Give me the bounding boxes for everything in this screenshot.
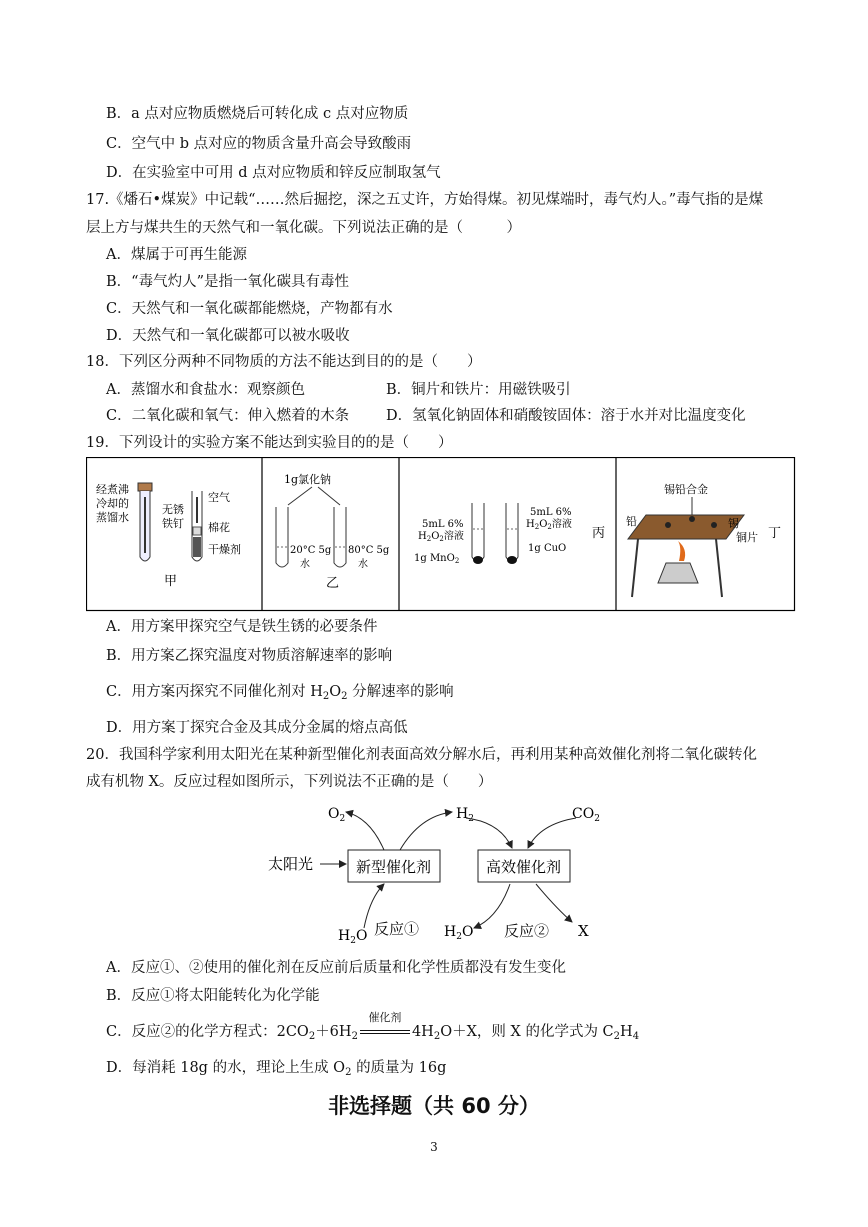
q17-stem-line2: 层上方与煤共生的天然气和一氧化碳。下列说法正确的是（ ） [86,220,521,236]
sunlight-label: 太阳光 [268,855,314,873]
jia-water-label-2: 冷却的 [96,497,129,510]
tin-dot [711,522,717,528]
q20-option-b: B．反应①将太阳能转化为化学能 [106,988,320,1004]
q19-option-a: A．用方案甲探究空气是铁生锈的必要条件 [106,619,378,635]
efficient-catalyst-label: 高效催化剂 [486,858,562,876]
reaction-2-label: 反应② [504,922,550,940]
copper-sheet [628,515,744,539]
q17-option-d: D．天然气和一氧化碳都可以被水吸收 [106,328,350,344]
ding-alloy-label: 锡铅合金 [664,483,708,496]
ding-lead-label: 铅 [626,515,637,528]
jia-nail-label-1: 无锈 [162,503,184,516]
jia-water-label-3: 蒸馏水 [96,511,129,524]
yi-nacl-label: 1g氯化钠 [284,473,332,486]
flame [678,541,685,561]
bing-left-line2: $H_2O_2$溶液 [418,531,464,543]
q18-option-d: D．氢氧化钠固体和硝酸铵固体：溶于水并对比温度变化 [386,408,746,424]
bing-left-line1: 5mL 6% [422,519,464,530]
jia-water-label-1: 经煮沸 [96,483,129,496]
yi-label: 乙 [326,576,340,591]
x-label: X [578,922,589,940]
reaction-1-label: 反应① [374,920,420,938]
jia-air-label: 空气 [208,491,230,504]
mno2-powder [473,556,483,564]
q16-option-d: D．在实验室中可用 d 点对应物质和锌反应制取氢气 [106,165,441,181]
jia-label: 甲 [164,574,178,589]
q20-option-a: A．反应①、②使用的催化剂在反应前后质量和化学性质都没有发生变化 [106,960,566,976]
jia-nail-label-2: 铁钉 [162,517,184,530]
x-output-arrow [536,884,572,922]
q20-option-d: D．每消耗 18g 的水，理论上生成 $O_2$ 的质量为 16g [106,1060,447,1078]
lead-dot [665,522,671,528]
bing-test-tube-right [506,503,518,562]
bing-test-tube-left [472,503,484,562]
jia-desiccant-label: 干燥剂 [208,543,241,556]
co2-input-arrow [528,818,576,848]
new-catalyst-label: 新型催化剂 [356,858,432,876]
q19-option-d: D．用方案丁探究合金及其成分金属的熔点高低 [106,720,408,736]
ding-label: 丁 [768,526,782,541]
yi-left-condition: 20°C 5g [290,545,332,556]
q20-stem-line1: 20．我国科学家利用太阳光在某种新型催化剂表面高效分解水后，再利用某种高效催化剂将二氧化碳转化 [86,747,757,763]
yi-right-water: 水 [358,559,368,570]
q18-option-a: A．蒸馏水和食盐水：观察颜色 [106,382,305,398]
h2o-left-label: $H_2O$ [338,928,368,946]
q18-option-c: C．二氧化碳和氧气：伸入燃着的木条 [106,408,350,424]
section-title: 非选择题（共 60 分） [328,1094,540,1118]
o2-label: $O_2$ [328,806,346,824]
q20-reaction-diagram [260,798,620,948]
equals-sign [360,1030,410,1034]
alloy-dot [689,516,695,522]
yi-test-tube-right [334,507,346,567]
q19-stem: 19．下列设计的实验方案不能达到实验目的的是（ ） [86,435,453,451]
page-number: 3 [430,1140,438,1154]
desiccant [193,537,201,557]
h2-arrow [400,812,452,850]
catalyst-condition: 催化剂 [368,1011,402,1024]
q19-option-c: C．用方案丙探究不同催化剂对 $H_2O_2$ 分解速率的影响 [106,684,454,702]
panel-jia [96,482,241,589]
jia-cotton-label: 棉花 [208,521,230,534]
bing-right-line2: $H_2O_2$溶液 [526,519,572,531]
ding-tin-label: 锡 [728,517,739,530]
panel-ding [626,482,781,597]
q19-option-b: B．用方案乙探究温度对物质溶解速率的影响 [106,648,393,664]
cuo-powder [507,556,517,564]
q20-stem-line2: 成有机物 X。反应过程如图所示，下列说法不正确的是（ ） [86,774,493,790]
tripod-leg-right [716,539,722,597]
yi-right-condition: 80°C 5g [348,545,390,556]
q17-option-a: A．煤属于可再生能源 [106,247,247,263]
yi-test-tube-left [276,507,288,567]
q16-option-b: B．a 点对应物质燃烧后可转化成 c 点对应物质 [106,106,409,122]
bing-label: 丙 [592,526,606,541]
ding-copper-label: 铜片 [736,531,758,544]
bing-right-line3: 1g CuO [528,543,567,554]
bing-left-line3: 1g MnO$_2$ [414,553,460,565]
h2o-right-label: $H_2O$ [444,924,474,942]
q20-option-c: C．反应②的化学方程式：$2CO_2+6H_2$ 催化剂 $4H_2O+X$，则 X 的化学式为 $C_2H_4$ [106,1022,639,1047]
q18-stem: 18．下列区分两种不同物质的方法不能达到目的的是（ ） [86,354,482,370]
stopper [138,483,152,491]
bing-right-line1: 5mL 6% [530,507,572,518]
panel-bing [414,503,605,565]
yi-left-water: 水 [300,559,310,570]
tripod-leg-left [632,539,638,597]
h2-label: $H_2$ [456,806,474,824]
panel-yi [276,472,390,591]
cotton [193,527,201,535]
co2-label: $CO_2$ [572,806,600,824]
q17-option-c: C．天然气和一氧化碳都能燃烧，产物都有水 [106,301,393,317]
q19-experiment-figure [86,457,796,612]
o2-arrow [346,812,384,850]
alcohol-lamp [658,563,698,583]
q16-option-c: C．空气中 b 点对应的物质含量升高会导致酸雨 [106,136,412,152]
q18-option-b: B．铜片和铁片：用磁铁吸引 [386,382,571,398]
q17-stem-line1: 17.《燔石•煤炭》中记载“……然后掘挖，深之五丈许，方始得煤。初见煤端时，毒气灼人。”毒气指的是煤 [86,192,764,208]
q17-option-b: B．“毒气灼人”是指一氧化碳具有毒性 [106,274,349,290]
